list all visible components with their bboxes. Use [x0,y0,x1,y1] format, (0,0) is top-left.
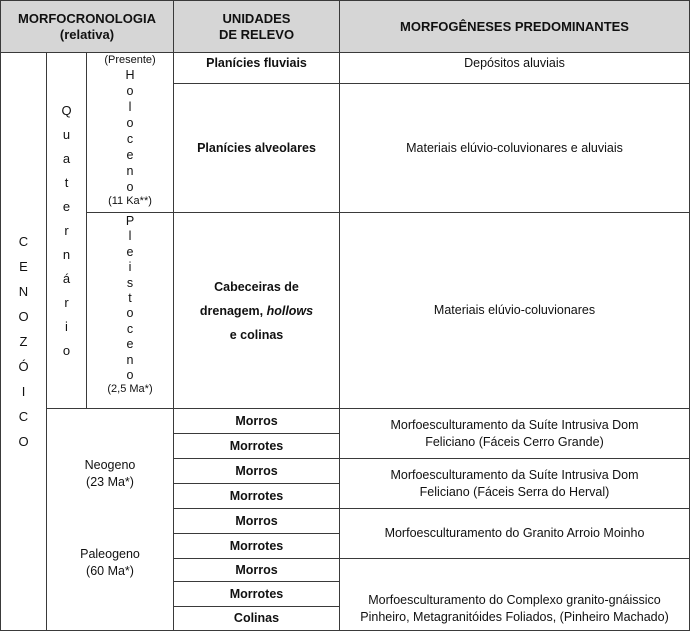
morfo-depositos-aluviais-text: Depósitos aluviais [464,56,565,70]
header-morfogeneses [339,0,690,53]
morfo-arroio-moinho-text: Morfoesculturamento do Granito Arroio Moinho [384,526,645,540]
pleistoceno-letter: c [126,321,134,336]
era-letter: C [18,234,29,249]
morfo-serra-herval [339,458,690,509]
paleogeno-age: (60 Ma*) [86,564,134,578]
pleistoceno-letter: l [128,229,132,244]
neogeno-age: (23 Ma*) [86,475,134,489]
morfo-arroio-moinho [339,508,690,559]
header-morfocronologia [0,0,174,53]
unit-row-11-label: Morrotes [229,586,284,601]
era-cell [0,52,47,631]
period-letter: á [62,270,71,286]
header-morfocronologia-sub: (relativa) [59,26,115,42]
period-letter: t [64,174,69,190]
unit-row-10-label: Morros [235,562,278,577]
era-letter: I [21,384,26,399]
unit-cabeceiras-hollows: hollows [266,303,314,318]
unit-row-11 [173,581,340,607]
holoceno-age-label: (11 Ka**) [108,195,152,207]
period-quaternario-cell [46,52,87,409]
holoceno-letter: o [126,84,134,98]
holoceno-letter: o [126,180,134,194]
pleistoceno-letter: n [126,352,134,367]
neogeno-name: Neogeno [84,458,136,472]
unit-row-12 [173,606,340,631]
period-letter: Q [61,102,72,118]
unit-cabeceiras [173,212,340,409]
unit-row-12-label: Colinas [233,611,280,625]
neogeno-label [47,457,173,491]
period-letter: e [62,198,71,214]
holoceno-letter: e [126,148,134,162]
unit-row-7 [173,483,340,509]
period-letter: n [62,246,71,262]
holoceno-top-label: (Presente) [104,54,156,66]
header-unidades-relevo [173,0,340,53]
era-letter: E [19,259,28,274]
unit-row-9 [173,533,340,559]
unit-planicies-alveolares [173,83,340,213]
pleistoceno-letter: P [125,214,135,228]
morfo-serra-herval-text: Morfoesculturamento da Suíte Intrusiva Dom Feliciano (Fáceis Serra do Herval) [390,467,639,499]
era-letter: O [18,309,29,324]
unit-cabeceiras-line1: Cabeceiras de [214,279,299,294]
morfo-depositos-aluviais [339,52,690,84]
paleogeno-name: Paleogeno [80,547,140,561]
pleistoceno-letter: o [126,368,134,383]
header-morfogeneses-label: MORFOGÊNESES PREDOMINANTES [400,18,629,34]
period-letter: i [65,318,68,334]
unit-cabeceiras-drenagem: drenagem, [199,303,267,318]
unit-row-6-label: Morros [235,463,278,478]
era-letter: Z [19,334,28,349]
period-letter: u [62,126,71,142]
holoceno-letter: H [125,68,135,82]
era-letter: N [18,284,29,299]
unit-row-4-label: Morros [235,413,278,428]
holoceno-vertical-text [125,67,134,195]
period-letter: r [64,222,69,238]
unit-cabeceiras-line3: e colinas [229,327,284,342]
epoch-holoceno-cell [86,52,174,213]
header-morfocronologia-title: MORFOCRONOLOGIA [18,10,156,26]
unit-row-7-label: Morrotes [229,488,284,503]
unit-row-5 [173,433,340,459]
unit-row-4 [173,408,340,434]
paleogeno-label [47,546,173,580]
morfo-eluvio-aluviais-text: Materiais elúvio-coluvionares e aluviais [406,140,623,155]
period-letter: a [62,150,71,166]
morfo-cerro-grande-text: Morfoesculturamento da Suíte Intrusiva Dom Feliciano (Fáceis Cerro Grande) [390,417,639,449]
pleistoceno-letter: t [128,291,132,306]
holoceno-letter: l [128,100,132,114]
morfo-pinheiro-text: Morfoesculturamento do Complexo granito-gnáissico Pinheiro, Metagranitóides Foliados, (Pinheiro Machado) [360,593,669,624]
period-vertical-text [61,99,71,363]
pleistoceno-letter: i [128,260,132,275]
unit-cabeceiras-line2 [200,299,313,323]
header-unidades-relevo-label: UNIDADES DE RELEVO [218,10,295,42]
unit-row-9-label: Morrotes [229,538,284,553]
unit-row-8-label: Morros [235,513,278,528]
period-letter: r [64,294,69,310]
era-letter: Ó [18,359,29,374]
unit-row-8 [173,508,340,534]
unit-planicies-fluviais-label: Planícies fluviais [206,56,307,70]
unit-row-6 [173,458,340,484]
period-letter: o [62,342,71,358]
pleistoceno-vertical-text [126,214,134,383]
morfo-cerro-grande [339,408,690,459]
pleistoceno-letter: e [126,244,134,259]
era-vertical-text [18,229,28,454]
pleistoceno-age-label: (2,5 Ma*) [107,383,153,396]
epoch-pleistoceno-cell [86,212,174,409]
pleistoceno-letter: o [126,306,134,321]
morfo-pinheiro [339,558,690,631]
era-letter: C [18,409,29,424]
unit-planicies-alveolares-label: Planícies alveolares [197,140,316,155]
tertiary-cell [46,408,174,631]
pleistoceno-letter: s [126,275,134,290]
pleistoceno-letter: e [126,337,134,352]
era-letter: O [18,434,29,449]
holoceno-letter: o [126,116,134,130]
unit-planicies-fluviais [173,52,340,84]
morfo-eluvio-text: Materiais elúvio-coluvionares [433,303,596,317]
unit-row-10 [173,558,340,582]
holoceno-letter: c [126,132,134,146]
holoceno-letter: n [126,164,134,178]
morfo-eluvio [339,212,690,409]
morfo-eluvio-aluviais [339,83,690,213]
unit-row-5-label: Morrotes [229,438,284,453]
